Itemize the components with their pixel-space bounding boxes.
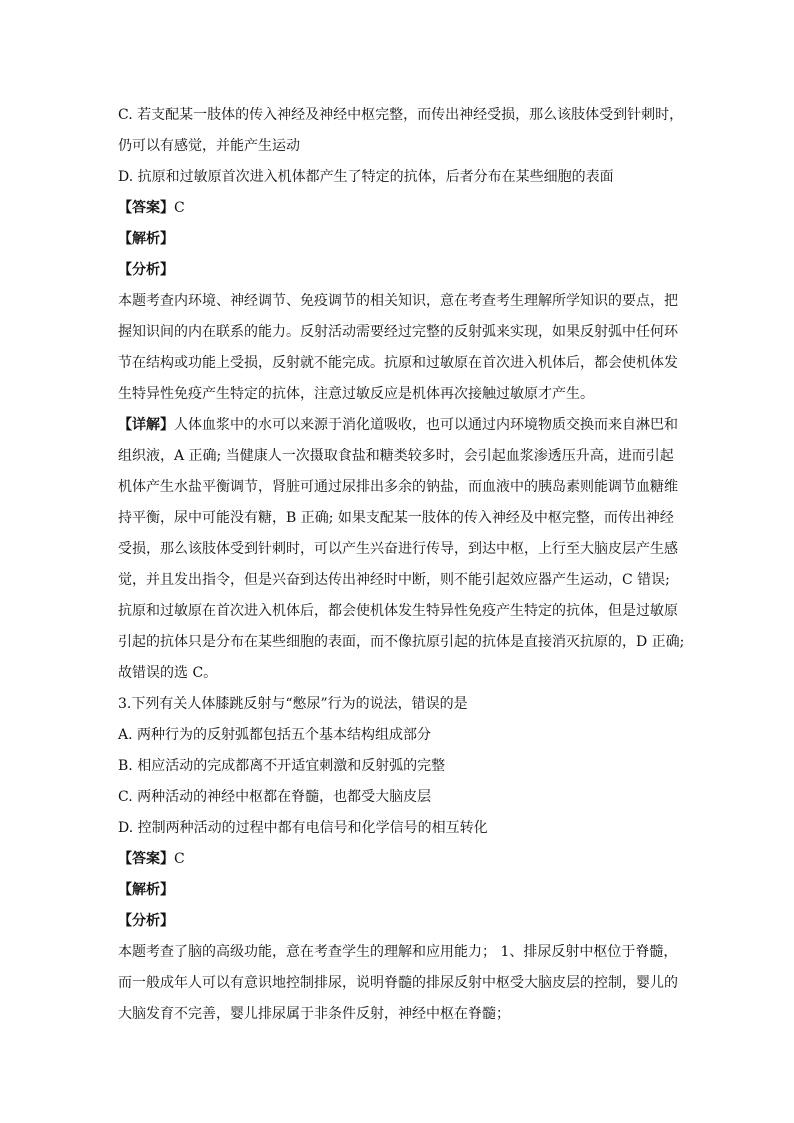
- q3-answer: [118, 844, 678, 875]
- answer-value: C: [174, 851, 185, 867]
- q3-option-a: A. 两种行为的反射弧都包括五个基本结构组成部分: [118, 727, 432, 743]
- text-line: 握知识间的内在联系的能力。反射活动需要经过完整的反射弧来实现，如果反射弧中任何环: [118, 324, 678, 340]
- text-line: C. 若支配某一肢体的传入神经及神经中枢完整，而传出神经受损，那么该肢体受到针刺时，: [118, 107, 684, 123]
- detail-label: 【详解】: [118, 417, 174, 433]
- answer-line: [118, 193, 678, 224]
- document-page: [118, 100, 685, 1030]
- q2-analysis: [118, 286, 678, 410]
- answer-label: 【答案】: [118, 851, 174, 867]
- text-line: 机体产生水盐平衡调节，肾脏可通过尿排出多余的钠盐，而血液中的胰岛素则能调节血糖维: [118, 479, 678, 495]
- detail-first-line: [118, 410, 678, 441]
- q3-option-d: D. 控制两种活动的过程中都有电信号和化学信号的相互转化: [118, 820, 488, 836]
- q3-jiexi: [118, 875, 678, 906]
- answer-label: 【答案】: [118, 200, 174, 216]
- q2-option-d: [118, 162, 678, 193]
- q3-stem: [118, 689, 678, 720]
- q3-option-c: C. 两种活动的神经中枢都在脊髓，也都受大脑皮层: [118, 789, 432, 805]
- q2-detail: [118, 410, 685, 689]
- jiexi-label: 【解析】: [118, 231, 174, 247]
- q2-jiexi: [118, 224, 678, 255]
- text-line: D. 抗原和过敏原首次进入机体都产生了特定的抗体，后者分布在某些细胞的表面: [118, 169, 614, 185]
- q2-fenxi: [118, 255, 678, 286]
- q2-answer: [118, 193, 678, 224]
- text-line: 人体血浆中的水可以来源于消化道吸收，也可以通过内环境物质交换而来自淋巴和: [174, 417, 678, 433]
- fenxi-label: 【分析】: [118, 913, 174, 929]
- text-line: 受损，那么该肢体受到针刺时，可以产生兴奋进行传导，到达中枢，上行至大脑皮层产生感: [118, 541, 678, 557]
- answer-value: C: [174, 200, 185, 216]
- text-line: 觉，并且发出指令，但是兴奋到达传出神经时中断，则不能引起效应器产生运动，C 错误;: [118, 572, 670, 588]
- text-line: 故错误的选 C。: [118, 665, 218, 681]
- text-line: 组织液，A 正确; 当健康人一次摄取食盐和糖类较多时，会引起血浆渗透压升高，进而引起: [118, 448, 674, 464]
- text-line: 引起的抗体只是分布在某些细胞的表面，而不像抗原引起的抗体是直接消灭抗原的，D 正确;: [118, 634, 685, 650]
- question-stem: 3.下列有关人体膝跳反射与“憋尿”行为的说法，错误的是: [118, 696, 468, 712]
- text-line: 持平衡，尿中可能没有糖，B 正确; 如果支配某一肢体的传入神经及中枢完整，而传出神经: [118, 510, 674, 526]
- q3-analysis: [118, 937, 678, 1030]
- text-line: 本题考查了脑的高级功能，意在考查学生的理解和应用能力； 1、排尿反射中枢位于脊髓，: [118, 944, 678, 960]
- text-line: 节在结构或功能上受损，反射就不能完成。抗原和过敏原在首次进入机体后，都会使机体发: [118, 355, 678, 371]
- text-line: 本题考查内环境、神经调节、免疫调节的相关知识，意在考查考生理解所学知识的要点，把: [118, 293, 678, 309]
- answer-line: [118, 844, 678, 875]
- q3-option-b: B. 相应活动的完成都离不开适宜刺激和反射弧的完整: [118, 758, 446, 774]
- jiexi-label: 【解析】: [118, 882, 174, 898]
- q3-fenxi: [118, 906, 678, 937]
- text-line: 大脑发育不完善，婴儿排尿属于非条件反射，神经中枢在脊髓；: [118, 1006, 510, 1022]
- text-line: 抗原和过敏原在首次进入机体后，都会使机体发生特异性免疫产生特定的抗体，但是过敏原: [118, 603, 678, 619]
- fenxi-label: 【分析】: [118, 262, 174, 278]
- text-line: 生特异性免疫产生特定的抗体，注意过敏反应是机体再次接触过敏原才产生。: [118, 386, 594, 402]
- text-line: 仍可以有感觉，并能产生运动: [118, 138, 300, 154]
- q3-options: [118, 720, 678, 844]
- text-line: 而一般成年人可以有意识地控制排尿，说明脊髓的排尿反射中枢受大脑皮层的控制，婴儿的: [118, 975, 678, 991]
- q2-option-c: [118, 100, 684, 162]
